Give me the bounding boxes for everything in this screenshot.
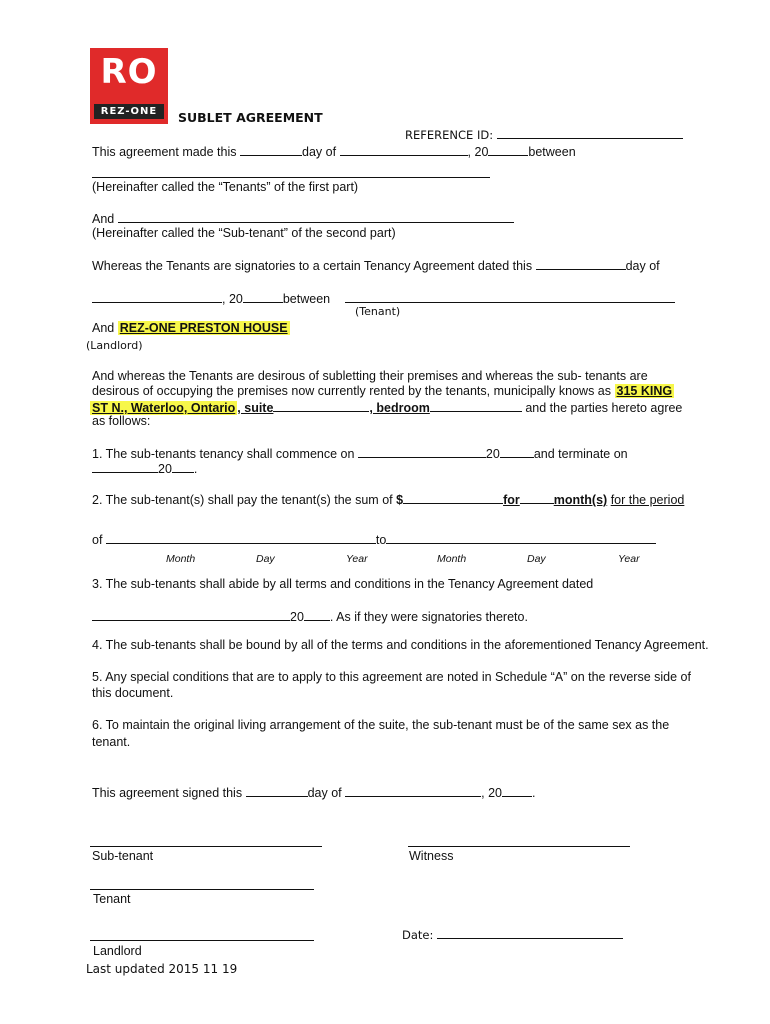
clause-6-line1: 6. To maintain the original living arrangement of the suite, the sub-tenant must be of the same sex as the — [92, 718, 670, 732]
logo-band: REZ-ONE — [94, 104, 164, 119]
day-field[interactable] — [240, 143, 302, 156]
commence-year-field[interactable] — [500, 445, 534, 458]
clause-1b — [92, 460, 197, 476]
tenants-note: (Hereinafter called the “Tenants” of the first part) — [92, 180, 359, 194]
footer-updated: Last updated 2015 11 19 — [86, 962, 238, 976]
whereas-2-line4: as follows: — [92, 414, 151, 428]
text: between — [282, 292, 331, 306]
subtenant-note: (Hereinafter called the “Sub-tenant” of the second part) — [92, 226, 396, 240]
tenancy-date-year-field[interactable] — [304, 608, 330, 621]
text: . — [531, 786, 536, 800]
text: of — [92, 533, 103, 547]
tenancy-day-field[interactable] — [536, 257, 626, 270]
clause-3: 3. The sub-tenants shall abide by all terms and conditions in the Tenancy Agreement dated — [92, 577, 594, 591]
landlord-label: Landlord — [93, 944, 142, 958]
text: 1. The sub-tenants tenancy shall commence on — [92, 447, 355, 461]
caption-day-2: Day — [527, 553, 546, 565]
tenant-field[interactable] — [345, 290, 675, 303]
signed-year-field[interactable] — [502, 784, 532, 797]
text: to — [375, 533, 387, 547]
whereas-2-line2 — [92, 384, 674, 398]
landlord-signature-line[interactable] — [90, 928, 314, 944]
subtenant-line — [92, 210, 514, 226]
date-line — [402, 926, 623, 942]
text: , 20 — [222, 292, 243, 306]
text: 20 — [485, 447, 500, 461]
tenant-signature-field[interactable] — [90, 877, 314, 890]
caption-year-1: Year — [346, 553, 368, 565]
text: , bedroom — [369, 401, 430, 415]
tenancy-month-field[interactable] — [92, 290, 222, 303]
date-label: Date: — [402, 928, 434, 942]
caption-month-2: Month — [437, 553, 467, 565]
page-title: SUBLET AGREEMENT — [178, 110, 323, 125]
year-field[interactable] — [488, 143, 528, 156]
clause-5-line1: 5. Any special conditions that are to apply to this agreement are noted in Schedule “A” on the reverse side of — [92, 670, 691, 684]
whereas-1 — [92, 257, 660, 273]
text: between — [528, 145, 576, 159]
text: , suite — [237, 401, 274, 415]
period-end-field[interactable] — [386, 531, 656, 544]
sum-field[interactable] — [403, 491, 503, 504]
tenancy-date-field[interactable] — [92, 608, 290, 621]
commence-field[interactable] — [358, 445, 486, 458]
text: and terminate on — [533, 447, 628, 461]
landlord-caption: (Landlord) — [86, 339, 143, 352]
address-highlight: 315 KING — [616, 384, 673, 398]
period-line — [92, 531, 656, 547]
clause-3b — [92, 608, 528, 624]
text: 20 — [290, 610, 304, 624]
text: day of — [625, 259, 660, 273]
subtenant-label: Sub-tenant — [92, 849, 154, 863]
text: . As if they were signatories thereto. — [329, 610, 528, 624]
text: , 20 — [481, 786, 502, 800]
rez-one-logo — [90, 48, 168, 124]
text: Whereas the Tenants are signatories to a certain Tenancy Agreement dated this — [92, 259, 533, 273]
tenants-field[interactable] — [92, 165, 490, 178]
subtenant-signature-line[interactable] — [90, 834, 322, 850]
text: and the parties hereto agree — [525, 401, 683, 415]
text: day of — [302, 145, 337, 159]
text: for the period — [610, 493, 685, 507]
landlord-signature-field[interactable] — [90, 928, 314, 941]
caption-year-2: Year — [618, 553, 640, 565]
tenancy-year-field[interactable] — [243, 290, 283, 303]
text: desirous of occupying the premises now currently rented by the tenants, municipally knows as — [92, 384, 612, 398]
whereas-1b — [92, 290, 330, 306]
caption-month-1: Month — [166, 553, 196, 565]
text: And — [92, 212, 115, 226]
bedroom-field[interactable] — [430, 399, 522, 412]
text: day of — [307, 786, 342, 800]
period-start-field[interactable] — [106, 531, 376, 544]
clause-5-line2: this document. — [92, 686, 174, 700]
landlord-line — [92, 321, 290, 335]
clause-4: 4. The sub-tenants shall be bound by all of the terms and conditions in the aforementioned Tenancy Agreement. — [92, 638, 709, 652]
reference-label: REFERENCE ID: — [405, 128, 494, 142]
text: 2. The sub-tenant(s) shall pay the tenant(s) the sum of — [92, 493, 393, 507]
tenant-name-line[interactable] — [345, 290, 675, 306]
text: $ — [396, 493, 404, 507]
witness-signature-field[interactable] — [408, 834, 630, 847]
months-field[interactable] — [520, 491, 554, 504]
month-field[interactable] — [340, 143, 468, 156]
date-field[interactable] — [437, 926, 623, 939]
signed-day-field[interactable] — [246, 784, 308, 797]
whereas-2-line1: And whereas the Tenants are desirous of subletting their premises and whereas the sub- tenants are — [92, 369, 648, 383]
signed-month-field[interactable] — [345, 784, 481, 797]
text: , 20 — [467, 145, 489, 159]
whereas-2-line3 — [90, 399, 682, 415]
clause-6-line2: tenant. — [92, 735, 131, 749]
caption-day-1: Day — [256, 553, 275, 565]
text: And — [92, 321, 115, 335]
landlord-name: REZ-ONE PRESTON HOUSE — [119, 321, 288, 335]
logo-mark: RO — [100, 52, 158, 92]
tenant-signature-line[interactable] — [90, 877, 314, 893]
tenants-name-line[interactable] — [92, 165, 490, 181]
tenant-caption: (Tenant) — [355, 305, 401, 318]
address-highlight: ST N., Waterloo, Ontario — [92, 401, 236, 415]
subtenant-field[interactable] — [118, 210, 514, 223]
agreement-date-line — [92, 143, 576, 159]
terminate-year-field[interactable] — [172, 460, 194, 473]
witness-signature-line[interactable] — [408, 834, 630, 850]
subtenant-signature-field[interactable] — [90, 834, 322, 847]
tenant-label: Tenant — [93, 892, 131, 906]
reference-field[interactable] — [497, 126, 683, 139]
suite-field[interactable] — [273, 399, 369, 412]
text: month(s) — [553, 493, 608, 507]
text: for — [503, 493, 520, 507]
text: This agreement signed this — [92, 786, 243, 800]
terminate-field[interactable] — [92, 460, 158, 473]
text: This agreement made this — [92, 145, 237, 159]
clause-2 — [92, 491, 684, 507]
text: . — [193, 462, 198, 476]
clause-1 — [92, 445, 628, 461]
signed-line — [92, 784, 535, 800]
text: 20 — [158, 462, 172, 476]
reference-id — [405, 126, 683, 142]
witness-label: Witness — [409, 849, 454, 863]
